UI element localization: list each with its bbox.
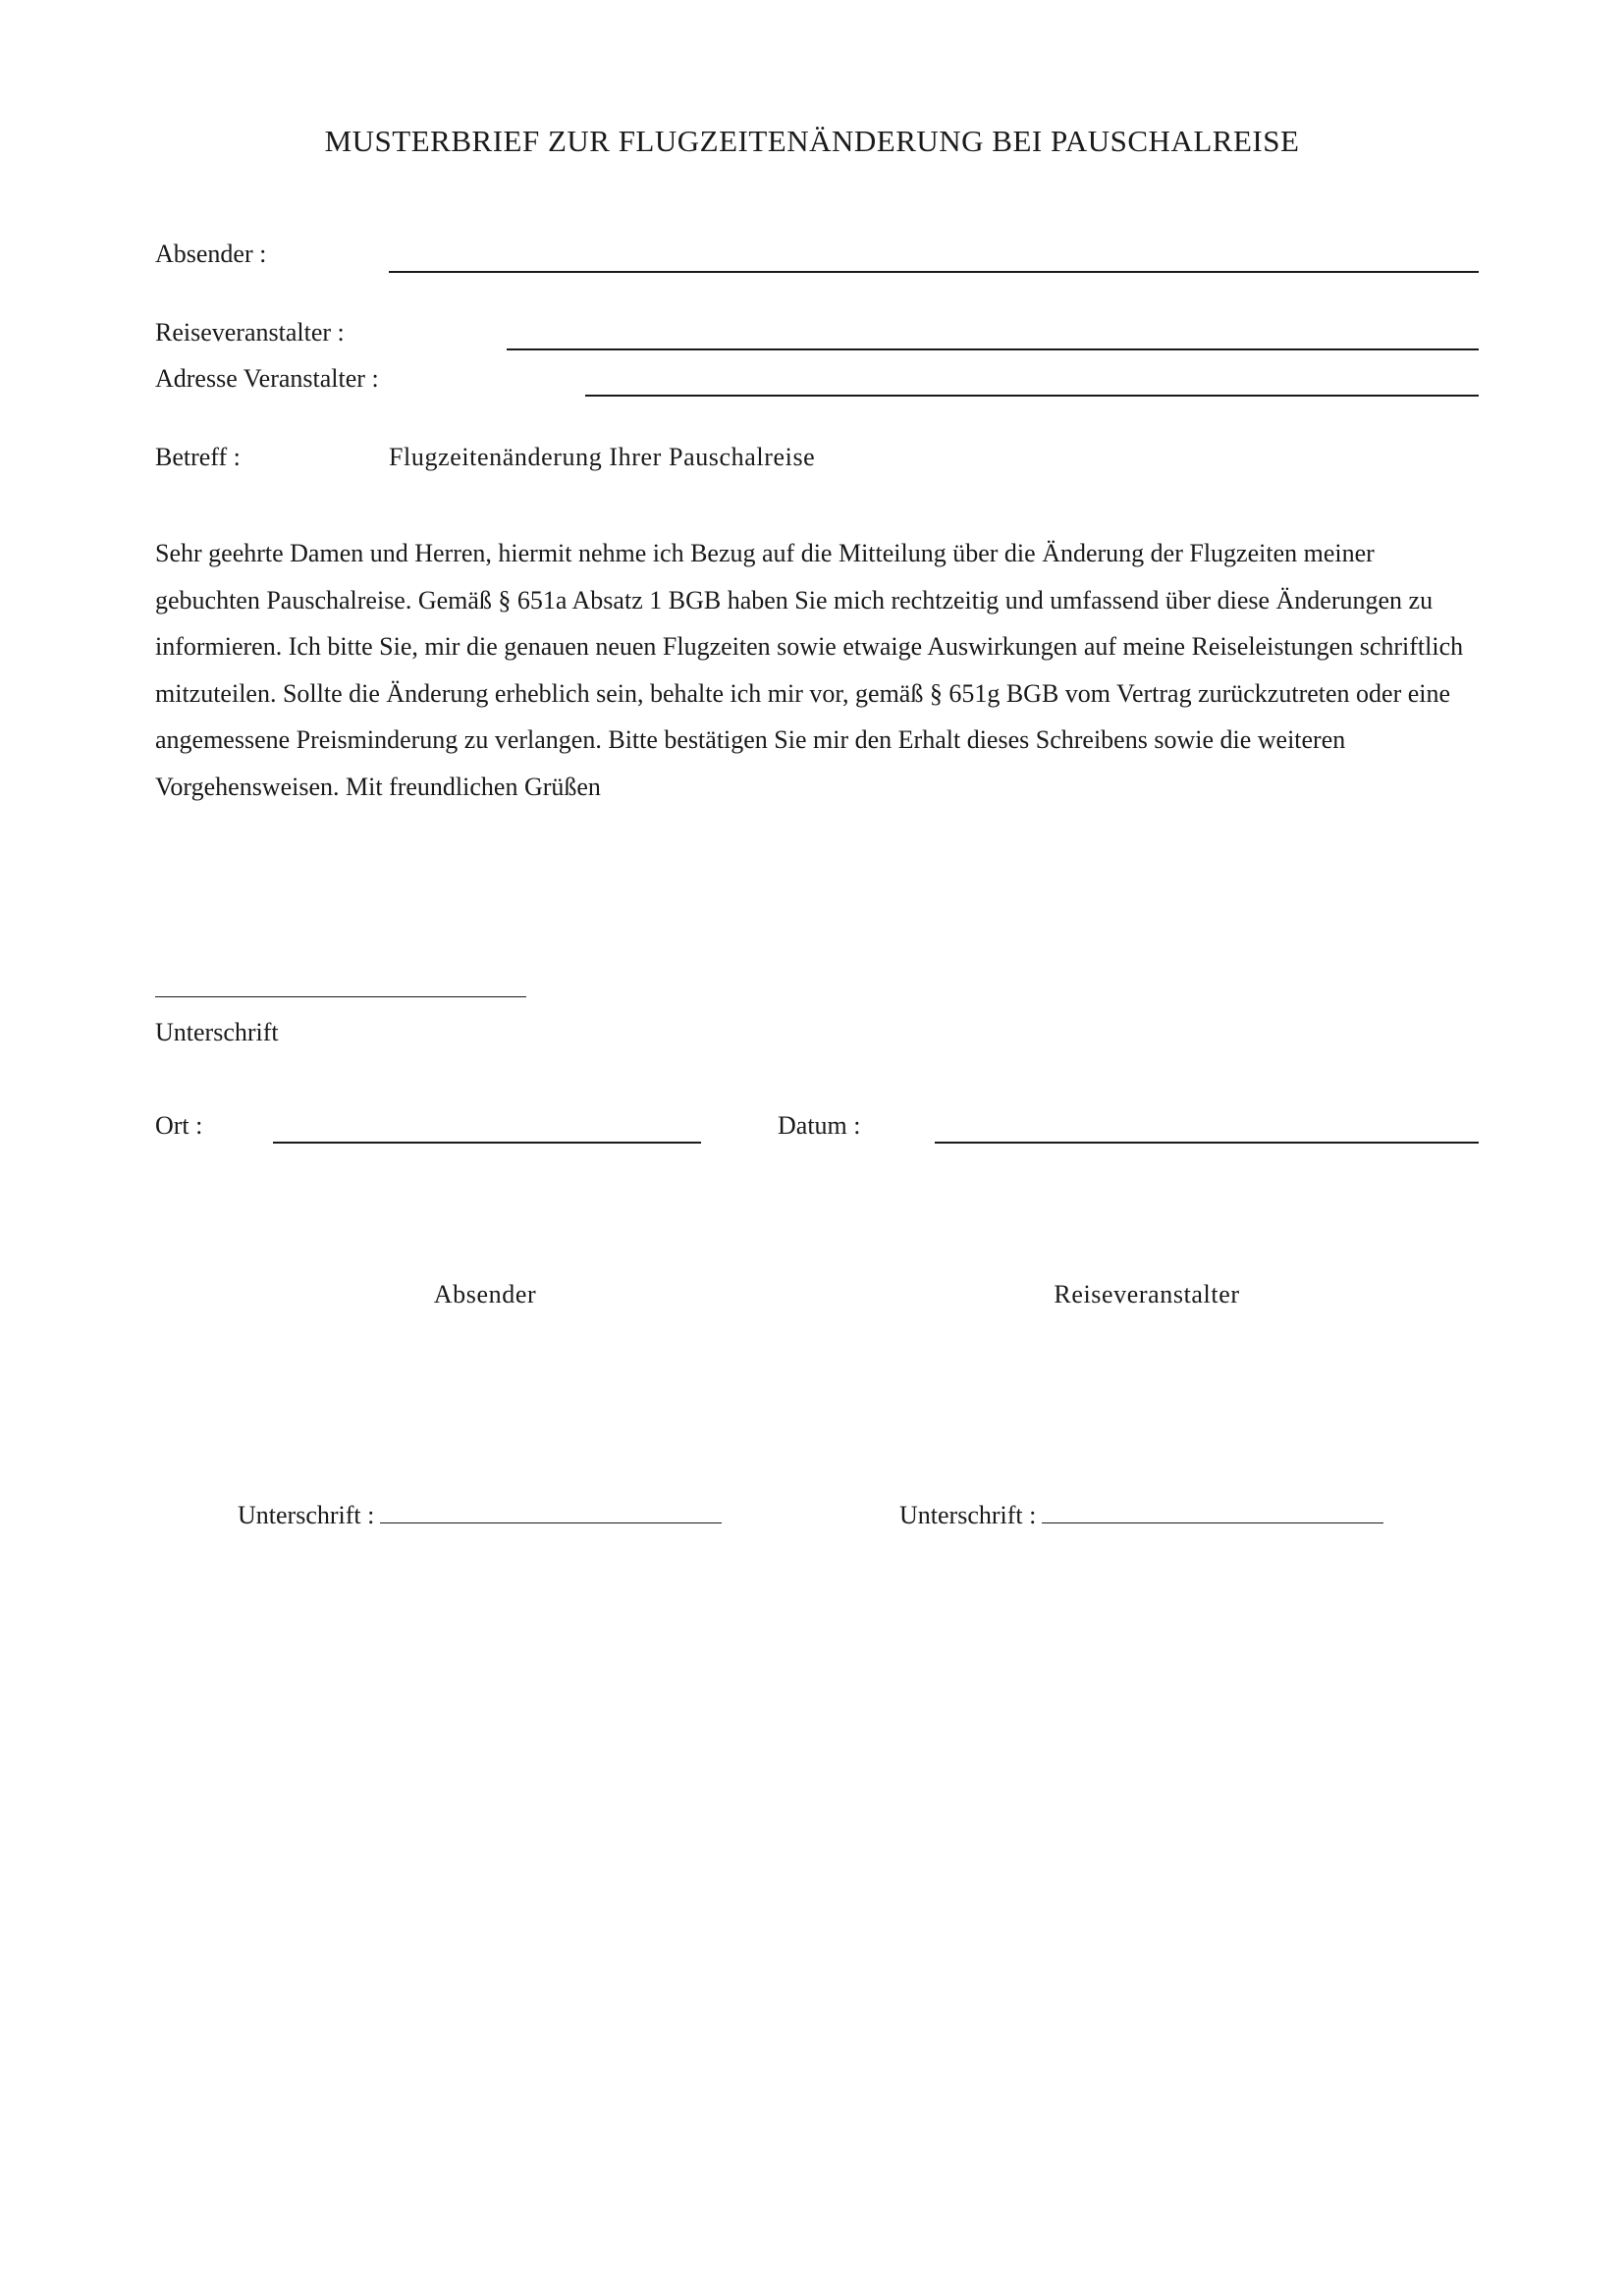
- left-signature-label: Unterschrift :: [238, 1501, 375, 1529]
- left-signature-block: [238, 1499, 722, 1531]
- place-fill-line[interactable]: [273, 1142, 701, 1144]
- date-fill-line[interactable]: [935, 1142, 1479, 1144]
- signature-label: Unterschrift: [155, 1018, 279, 1046]
- document-title: MUSTERBRIEF ZUR FLUGZEITENÄNDERUNG BEI PAUSCHALREISE: [324, 124, 1300, 158]
- organizer-fill-line[interactable]: [507, 348, 1479, 350]
- sender-fill-line[interactable]: [389, 271, 1479, 273]
- subject-value: Flugzeitenänderung Ihrer Pauschalreise: [389, 443, 816, 471]
- sender-label: Absender :: [155, 240, 267, 268]
- date-label: Datum :: [778, 1111, 861, 1140]
- right-signature-line[interactable]: [1042, 1499, 1383, 1523]
- place-label: Ort :: [155, 1111, 203, 1140]
- signature-line[interactable]: [155, 996, 526, 997]
- organizer-label: Reiseveranstalter :: [155, 318, 345, 347]
- subject-label: Betreff :: [155, 443, 241, 471]
- right-party-heading: Reiseveranstalter: [1054, 1280, 1240, 1308]
- left-party-heading: Absender: [433, 1280, 537, 1308]
- right-signature-label: Unterschrift :: [899, 1501, 1037, 1529]
- organizer-address-label: Adresse Veranstalter :: [155, 364, 379, 393]
- organizer-address-fill-line[interactable]: [585, 395, 1479, 397]
- left-signature-line[interactable]: [380, 1499, 722, 1523]
- right-signature-block: [899, 1499, 1383, 1531]
- letter-body: Sehr geehrte Damen und Herren, hiermit nehme ich Bezug auf die Mitteilung über die Änderung der Flugzeiten meiner gebuchten Pauschalreise. Gemäß § 651a Absatz 1 BGB haben Sie mich rechtzeitig und umfassend über diese Änderungen zu informieren. Ich bitte Sie, mir die genauen neuen Flugzeiten sowie etwaige Auswirkungen auf meine Reiseleistungen schriftlich mitzuteilen. Sollte die Änderung erheblich sein, behalte ich mir vor, gemäß § 651g BGB vom Vertrag zurückzutreten oder eine angemessene Preisminderung zu verlangen. Bitte bestätigen Sie mir den Erhalt dieses Schreibens sowie die weiteren Vorgehensweisen. Mit freundlichen Grüßen: [155, 539, 1464, 801]
